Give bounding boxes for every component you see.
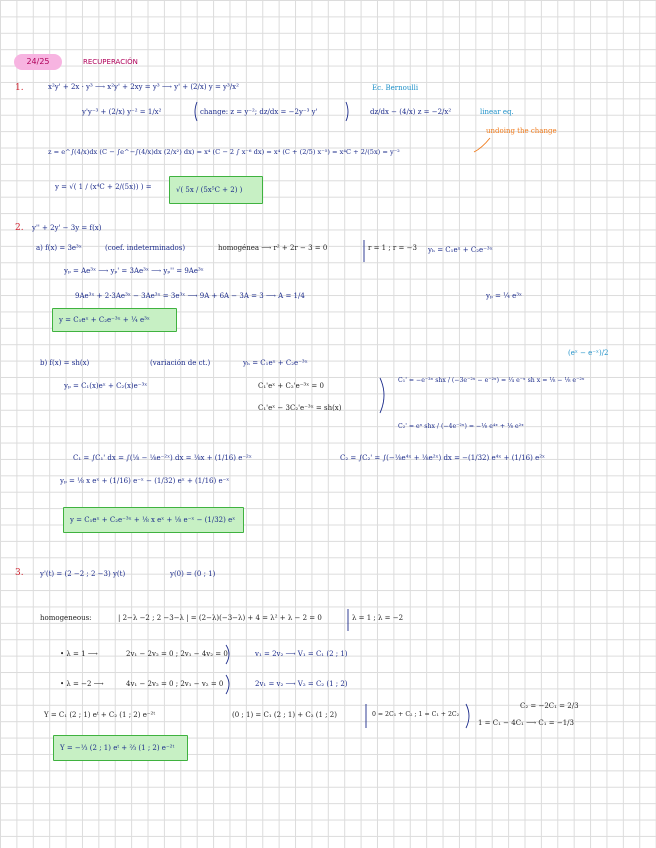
p1-change: change: z = y⁻²; dz/dx = −2y⁻³ y' [200,108,318,116]
p3-determinant: | 2−λ −2 ; 2 −3−λ | = (2−λ)(−3−λ) + 4 = λ² + λ − 2 = 0 [118,614,322,622]
p2b-yp: yₚ = C₁(x)eˣ + C₂(x)e⁻³ˣ [64,382,148,390]
p2a-method: (coef. indeterminados) [105,244,186,252]
page-title: RECUPERACIÓN [83,58,138,66]
p3-l2-brace [226,675,229,694]
p1-linear-note: linear eq. [480,108,514,116]
p2a-substitution: 9Ae³ˣ + 2·3Ae³ˣ − 3Ae³ˣ = 3e³ˣ ⟶ 9A + 6A − 3A = 3 ⟶ A = 1/4 [75,292,305,300]
p2a-yh: yₕ = C₁eˣ + C₂e⁻³ˣ [428,246,493,254]
problem-number-2: 2. [15,223,24,233]
p2b-system-1: C₁'eˣ + C₂'e⁻³ˣ = 0 [258,382,324,390]
p2a-answer: y = C₁eˣ + C₂e⁻³ˣ + ¼ e³ˣ [59,316,150,324]
p2b-system-2: C₁'eˣ − 3C₂'e⁻³ˣ = sh(x) [258,404,342,412]
p1-line3: z = e^∫(4/x)dx (C − ∫e^−∫(4/x)dx (2/x²) dx) = x⁴ (C − 2 ∫ x⁻⁶ dx) = x⁴ (C + (2/5) x⁻⁵) = x⁴C + 2/(5x) = y⁻² [48,148,400,156]
p2b-c2: C₂ = ∫C₂' = ∫(−⅛e⁴ˣ + ⅛e²ˣ) dx = −(1/32) e⁴ˣ + (1/16) e²ˣ [340,454,546,462]
problem-number-1: 1. [15,83,24,93]
p1-equation: x²y' + 2x · y³ ⟶ x²y' + 2xy = y³ ⟶ y' + (2/x) y = y³/x² [48,83,239,91]
p3-answer: Y = −⅓ (2 ; 1) eᵗ + ⅔ (1 ; 2) e⁻²ᵗ [60,744,175,752]
p2b-c1-prime: C₁' = −e⁻³ˣ shx / (−3e⁻²ˣ − e⁻²ˣ) = ¼ e⁻ˣ sh x = ⅛ − ⅛ e⁻²ˣ [398,377,585,384]
p1-line2: y'y⁻³ + (2/x) y⁻² = 1/x² [82,108,162,116]
p3-lambda2-label: • λ = −2 ⟶ [60,680,104,688]
p3-l1-brace [226,645,229,664]
p1-change-bracket-right [346,102,348,121]
p3-general-solution: Y = C₁ (2 ; 1) eᵗ + C₂ (1 ; 2) e⁻²ᵗ [44,711,156,719]
p2b-system-brace [380,378,384,413]
p2a-roots: r = 1 ; r = −3 [368,244,417,252]
p1-linear-eq: dz/dx − (4/x) z = −2/x² [370,108,452,116]
p3-lambda2-system: 4v₁ − 2v₂ = 0 ; 2v₁ − v₂ = 0 [126,680,224,688]
p3-lambda1-system: 2v₁ − 2v₂ = 0 ; 2v₁ − 4v₂ = 0 [126,650,228,658]
p2b-c2-prime: C₂' = eˣ shx / (−4e⁻²ˣ) = −⅛ e⁴ˣ + ⅛ e²ˣ [398,423,524,430]
p3-initial-condition: y(0) = (0 ; 1) [170,570,216,578]
date-badge: 24/25 [14,54,62,70]
p2b-yp-final: yₚ = ⅛ x eˣ + (1/16) e⁻ˣ − (1/32) eˣ + (1/16) e⁻ˣ [60,477,230,485]
problem-number-3: 3. [15,568,24,578]
p3-ic-brace [466,704,469,728]
p2b-label: b) f(x) = sh(x) [40,359,90,367]
p2b-method: (variación de ct.) [150,359,211,367]
p3-ic-substitution: (0 ; 1) = C₁ (2 ; 1) + C₂ (1 ; 2) [232,711,337,719]
p2-equation: y'' + 2y' − 3y = f(x) [32,224,102,232]
p3-equation: y'(t) = (2 −2 ; 2 −3) y(t) [40,570,126,578]
p2b-answer: y = C₁eˣ + C₂e⁻³ˣ + ⅛ x eˣ + ⅛ e⁻ˣ − (1/32) eˣ [70,516,236,524]
p1-undoing-note: undoing the change [486,127,557,135]
p3-ic-result-1: C₂ = −2C₁ = 2/3 [520,702,579,710]
p3-lambda1-label: • λ = 1 ⟶ [60,650,98,658]
p3-lambda2-result: 2v₁ = v₂ ⟶ V₂ = C₂ (1 ; 2) [255,680,348,688]
p2a-yp: yₚ = Ae³ˣ ⟶ yₚ' = 3Ae³ˣ ⟶ yₚ'' = 9Ae³ˣ [64,267,204,275]
p1-change-bracket-left [195,102,197,121]
p2b-yh: yₕ = C₁eˣ + C₂e⁻³ˣ [243,359,308,367]
p1-undo-arrow [474,138,490,152]
p2b-c1: C₁ = ∫C₁' dx = ∫(⅛ − ⅛e⁻²ˣ) dx = ⅛x + (1/16) e⁻²ˣ [73,454,252,462]
p1-line4: y = √( 1 / (x⁴C + 2/(5x)) ) = [55,183,152,191]
p1-answer: √( 5x / (5x⁵C + 2) ) [176,186,243,194]
p3-homogeneous-label: homogeneous: [40,614,92,622]
p2b-sinh-note: (eˣ − e⁻ˣ)/2 [568,349,609,357]
p2a-label: a) f(x) = 3e³ˣ [36,244,82,252]
p3-ic-result-2: 1 = C₁ − 4C₁ ⟶ C₁ = −1/3 [478,719,574,727]
p3-ic-system: 0 = 2C₁ + C₂ ; 1 = C₁ + 2C₂ [372,711,460,718]
p3-eigenvalues: λ = 1 ; λ = −2 [352,614,404,622]
p2a-yp-final: yₚ = ¼ e³ˣ [486,292,522,300]
p2a-homogeneous: homogénea ⟶ r² + 2r − 3 = 0 [218,244,328,252]
p3-lambda1-result: v₁ = 2v₂ ⟶ V₁ = C₁ (2 ; 1) [255,650,348,658]
p1-bernoulli-note: Ec. Bernoulli [372,84,419,92]
